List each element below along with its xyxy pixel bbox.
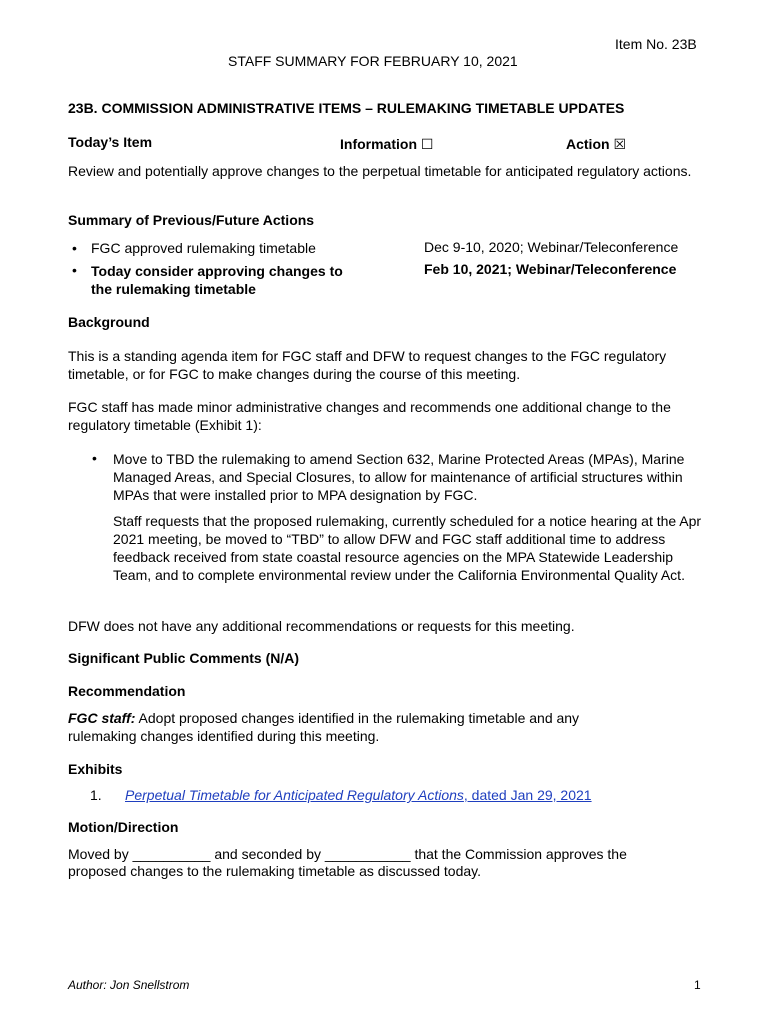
recommendation-heading: Recommendation [68,683,186,699]
footer-page-number: 1 [694,978,701,992]
summary-item-date: Dec 9-10, 2020; Webinar/Teleconference [424,239,679,255]
action-checkbox[interactable]: ☒ [613,136,627,152]
public-comments-heading: Significant Public Comments (N/A) [68,650,300,666]
background-bullet-detail: Staff requests that the proposed rulemaking, currently scheduled for a notice hearing at the Apr 2021 meeting, be moved to “TBD” to allow DFW and FGC staff additional time to address feedback received from state coastal resource agencies on the MPA Statewide Leadership Team, and to complete environmental review under the California Environmental Quality Act. [113,513,702,583]
recommendation-text: Adopt proposed changes identified in the rulemaking timetable and any rulemaking changes identified during this meeting. [68,710,580,744]
staff-summary-title: STAFF SUMMARY FOR FEBRUARY 10, 2021 [228,53,518,69]
motion-text: and seconded by [214,846,321,862]
action-label: Action [566,136,610,152]
background-bullet: Move to TBD the rulemaking to amend Section 632, Marine Protected Areas (MPAs), Marine Managed Areas, and Special Closures, to allow for maintenance of artificial structures within MPAs that were installed prior to MPA designation by FGC. [113,451,685,503]
information-label: Information [340,136,417,152]
motion-line-2: proposed changes to the rulemaking timetable as discussed today. [68,863,481,879]
exhibits-heading: Exhibits [68,761,123,777]
exhibit-number: 1. [90,787,102,803]
recommendation-label: FGC staff: [68,710,136,726]
recommendation-paragraph [68,709,648,745]
exhibit-link-title[interactable]: Perpetual Timetable for Anticipated Regulatory Actions [125,787,464,803]
information-checkbox[interactable]: ☐ [420,136,434,152]
action-option [566,136,626,153]
seconder-blank[interactable]: ___________ [324,846,411,862]
page-title: 23B. COMMISSION ADMINISTRATIVE ITEMS – RULEMAKING TIMETABLE UPDATES [68,100,625,116]
background-heading: Background [68,314,150,330]
information-option [340,136,433,153]
summary-item-text [91,262,343,298]
summary-heading: Summary of Previous/Future Actions [68,212,315,228]
footer-author: Author: Jon Snellstrom [68,978,190,992]
background-paragraph-2: FGC staff has made minor administrative changes and recommends one additional change to the regulatory timetable (Exhibit 1): [68,399,671,433]
motion-text: that the Commission approves the [414,846,627,862]
background-paragraph-1: This is a standing agenda item for FGC staff and DFW to request changes to the FGC regulatory timetable, or for FGC to make changes during the course of this meeting. [68,348,667,382]
summary-item-text: FGC approved rulemaking timetable [91,240,316,256]
background-paragraph-3: DFW does not have any additional recommendations or requests for this meeting. [68,618,575,634]
exhibit-link[interactable] [125,787,592,803]
motion-text: Moved by [68,846,129,862]
motion-heading: Motion/Direction [68,819,179,835]
exhibit-link-date[interactable]: , dated Jan 29, 2021 [463,787,592,803]
item-number: Item No. 23B [615,36,697,52]
mover-blank[interactable]: __________ [132,846,211,862]
todays-item-label: Today’s Item [68,134,153,150]
summary-item-date: Feb 10, 2021; Webinar/Teleconference [424,261,677,277]
intro-paragraph: Review and potentially approve changes to the perpetual timetable for anticipated regulatory actions. [68,163,692,179]
summary-item-line: the rulemaking timetable [91,281,256,297]
bullet-icon: • [92,450,97,466]
motion-line-1 [68,846,627,862]
bullet-icon: • [72,240,77,256]
bullet-icon: • [72,262,77,278]
summary-item-line: Today consider approving changes to [91,263,343,279]
